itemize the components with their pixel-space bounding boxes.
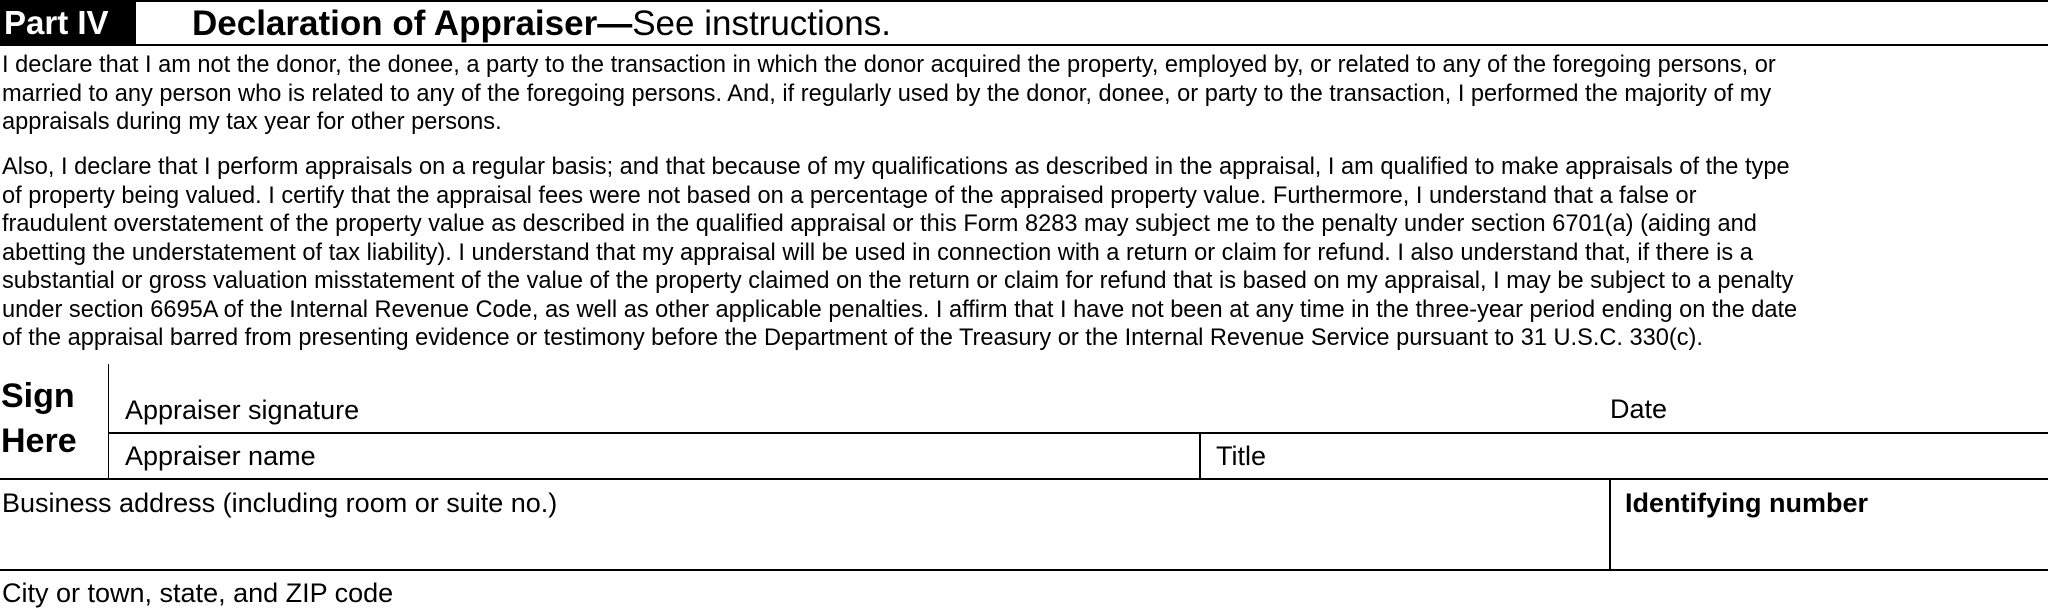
declaration-line: I declare that I am not the donor, the donee, a party to the transaction in which the donor acquired the property, employed by, or related to any of the foregoing persons, or [2,52,1776,78]
part-title [192,2,891,44]
declaration-line: appraisals during my tax year for other persons. [2,109,502,135]
declaration-paragraph-1 [2,51,2046,137]
part-header [0,0,2048,46]
declaration-paragraph-2 [2,153,2046,353]
here-word: Here [1,422,77,460]
address-field-line[interactable] [0,569,2048,571]
part-title-dash: — [597,4,633,43]
business-address-label: Business address (including room or suite no.) [2,488,558,518]
declaration-line: substantial or gross valuation misstatement of the value of the property claimed on the return or claim for refund that is based on my appraisal, I may be subject to a penalty [2,268,1794,294]
part-number-label: Part IV [0,2,136,44]
declaration-line: under section 6695A of the Internal Revenue Code, as well as other applicable penalties. I affirm that I have not been at any time in the three-year period ending on the date [2,296,1798,323]
name-title-divider [1199,433,1201,478]
declaration-line: of property being valued. I certify that the appraisal fees were not based on a percentage of the appraised property value. Furthermore, I understand that a false or [2,182,1697,209]
declaration-line: of the appraisal barred from presenting evidence or testimony before the Department of the Treasury or the Internal Revenue Service pursuant to 31 U.S.C. 330(c). [2,325,1703,351]
declaration-line: Also, I declare that I perform appraisals on a regular basis; and that because of my qualifications as described in the appraisal, I am qualified to make appraisals of the type [2,154,1790,180]
declaration-line: married to any person who is related to any of the foregoing persons. And, if regularly used by the donor, donee, or party to the transaction, I performed the majority of my [2,80,1772,107]
declaration-line: fraudulent overstatement of the property value as described in the qualified appraisal or this Form 8283 may subject me to the penalty under section 6701(a) (aiding and [2,211,1757,237]
identifying-number-label: Identifying number [1625,488,1868,518]
city-state-zip-label: City or town, state, and ZIP code [2,578,394,608]
address-id-divider [1609,479,1611,569]
sign-divider [108,364,109,480]
sign-here-label [1,374,77,464]
appraiser-signature-label: Appraiser signature [125,395,360,425]
part-title-instructions: See instructions. [632,4,891,43]
appraiser-name-label: Appraiser name [125,441,316,471]
name-field-line[interactable] [0,478,2048,480]
signature-field-line[interactable] [109,432,2048,434]
date-label: Date [1610,394,1668,424]
part-title-main: Declaration of Appraiser [192,4,598,43]
declaration-line: abetting the understatement of tax liability). I understand that my appraisal will be used in connection with a return or claim for refund. I also understand that, if there is a [2,239,1753,266]
sign-word: Sign [1,377,75,415]
title-label: Title [1216,441,1267,471]
